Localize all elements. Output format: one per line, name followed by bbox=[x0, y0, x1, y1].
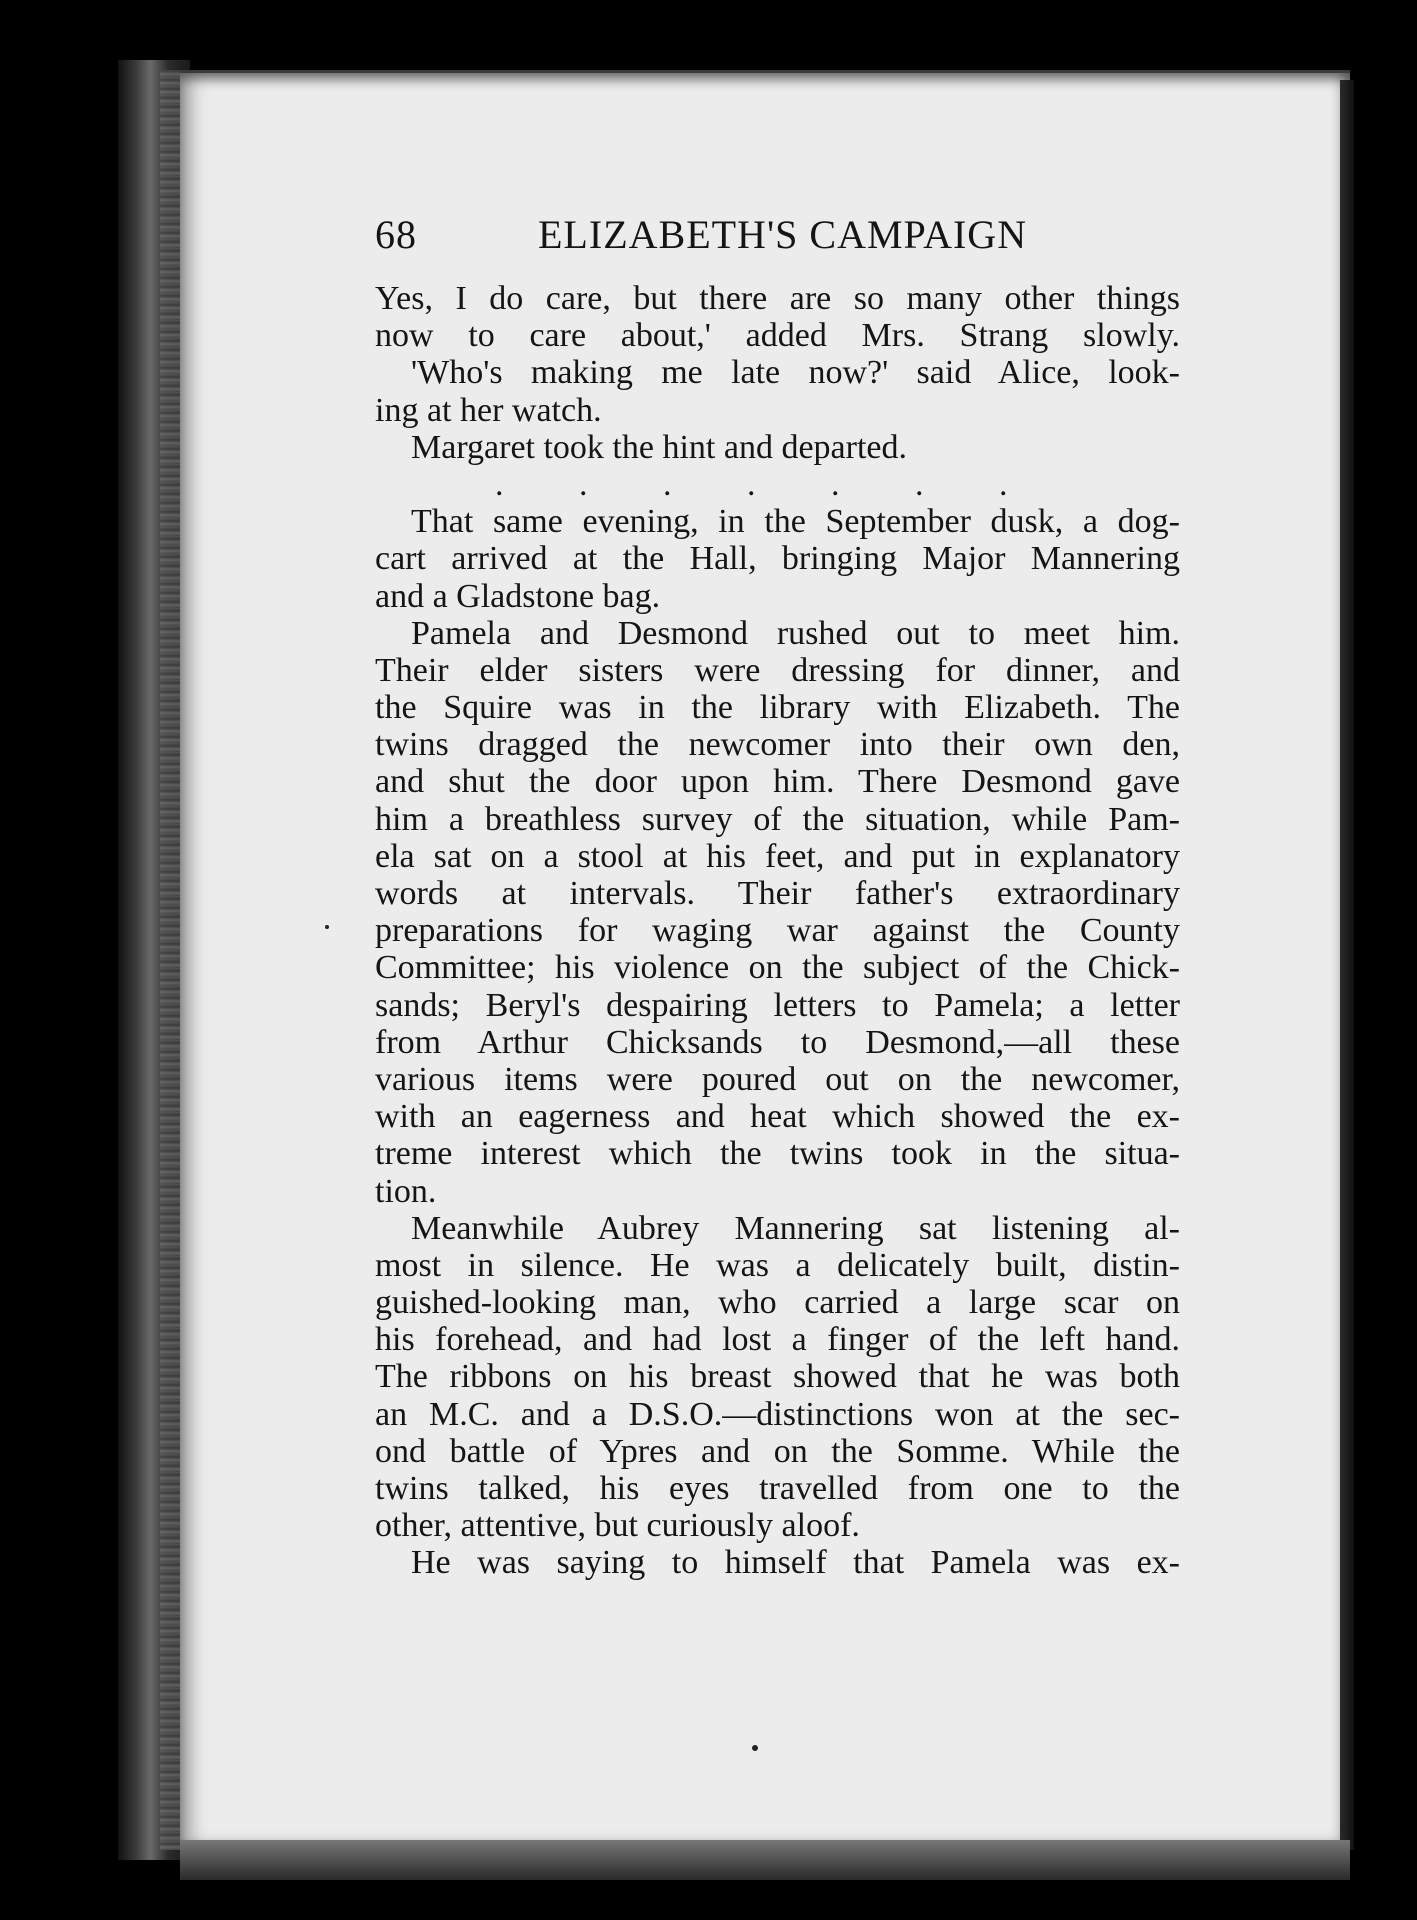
text-line: an M.C. and a D.S.O.—distinctions won at the sec- bbox=[375, 1395, 1180, 1433]
text-line: guished-looking man, who carried a large scar on bbox=[375, 1284, 1180, 1322]
text-line: Margaret took the hint and departed. bbox=[411, 428, 907, 466]
section-break-dots: . . . . . . . bbox=[495, 465, 1008, 503]
text-line: the Squire was in the library with Elizabeth. The bbox=[375, 689, 1180, 727]
text-line: That same evening, in the September dusk, a dog- bbox=[411, 503, 1180, 541]
text-line: words at intervals. Their father's extraordinary bbox=[375, 875, 1180, 912]
running-head bbox=[375, 210, 1125, 260]
text-line: Committee; his violence on the subject of the Chick- bbox=[375, 949, 1180, 987]
ink-speck bbox=[752, 1745, 758, 1751]
text-line: Yes, I do care, but there are so many other things bbox=[375, 280, 1180, 317]
ink-speck bbox=[325, 925, 329, 929]
text-line: 'Who's making me late now?' said Alice, look- bbox=[411, 354, 1180, 392]
text-line: twins dragged the newcomer into their own den, bbox=[375, 726, 1180, 764]
text-line: now to care about,' added Mrs. Strang slowly. bbox=[375, 317, 1180, 355]
text-line: Their elder sisters were dressing for dinner, and bbox=[375, 651, 1180, 689]
text-line: his forehead, and had lost a finger of the left hand. bbox=[375, 1321, 1180, 1359]
text-line: ond battle of Ypres and on the Somme. While the bbox=[375, 1432, 1180, 1470]
text-line: ing at her watch. bbox=[375, 391, 602, 429]
text-line: preparations for waging war against the County bbox=[375, 912, 1180, 950]
text-line: tion. bbox=[375, 1172, 437, 1210]
text-line: The ribbons on his breast showed that he was both bbox=[375, 1358, 1180, 1396]
text-line: cart arrived at the Hall, bringing Major Mannering bbox=[375, 540, 1180, 578]
text-line: from Arthur Chicksands to Desmond,—all these bbox=[375, 1023, 1180, 1061]
page-number: 68 bbox=[375, 212, 417, 257]
text-line: various items were poured out on the newcomer, bbox=[375, 1060, 1180, 1098]
text-line: and a Gladstone bag. bbox=[375, 577, 661, 615]
text-line: Meanwhile Aubrey Mannering sat listening al- bbox=[411, 1209, 1180, 1247]
text-line: He was saying to himself that Pamela was ex- bbox=[411, 1544, 1180, 1582]
text-line: other, attentive, but curiously aloof. bbox=[375, 1507, 860, 1545]
text-line: twins talked, his eyes travelled from one to the bbox=[375, 1470, 1180, 1507]
running-title: ELIZABETH'S CAMPAIGN bbox=[538, 212, 1028, 257]
text-line: him a breathless survey of the situation, while Pam- bbox=[375, 800, 1180, 838]
book-bottom-edge bbox=[180, 1840, 1350, 1880]
body-text bbox=[375, 280, 1180, 1582]
text-line: ela sat on a stool at his feet, and put in explanatory bbox=[375, 837, 1180, 875]
text-line: treme interest which the twins took in the situa- bbox=[375, 1135, 1180, 1173]
text-line: Pamela and Desmond rushed out to meet him. bbox=[411, 614, 1180, 652]
next-page-edge bbox=[1340, 80, 1354, 1850]
text-line: most in silence. He was a delicately built, distin- bbox=[375, 1246, 1180, 1284]
text-line: with an eagerness and heat which showed the ex- bbox=[375, 1098, 1180, 1136]
text-line: sands; Beryl's despairing letters to Pamela; a letter bbox=[375, 986, 1180, 1024]
text-line: and shut the door upon him. There Desmond gave bbox=[375, 763, 1180, 801]
